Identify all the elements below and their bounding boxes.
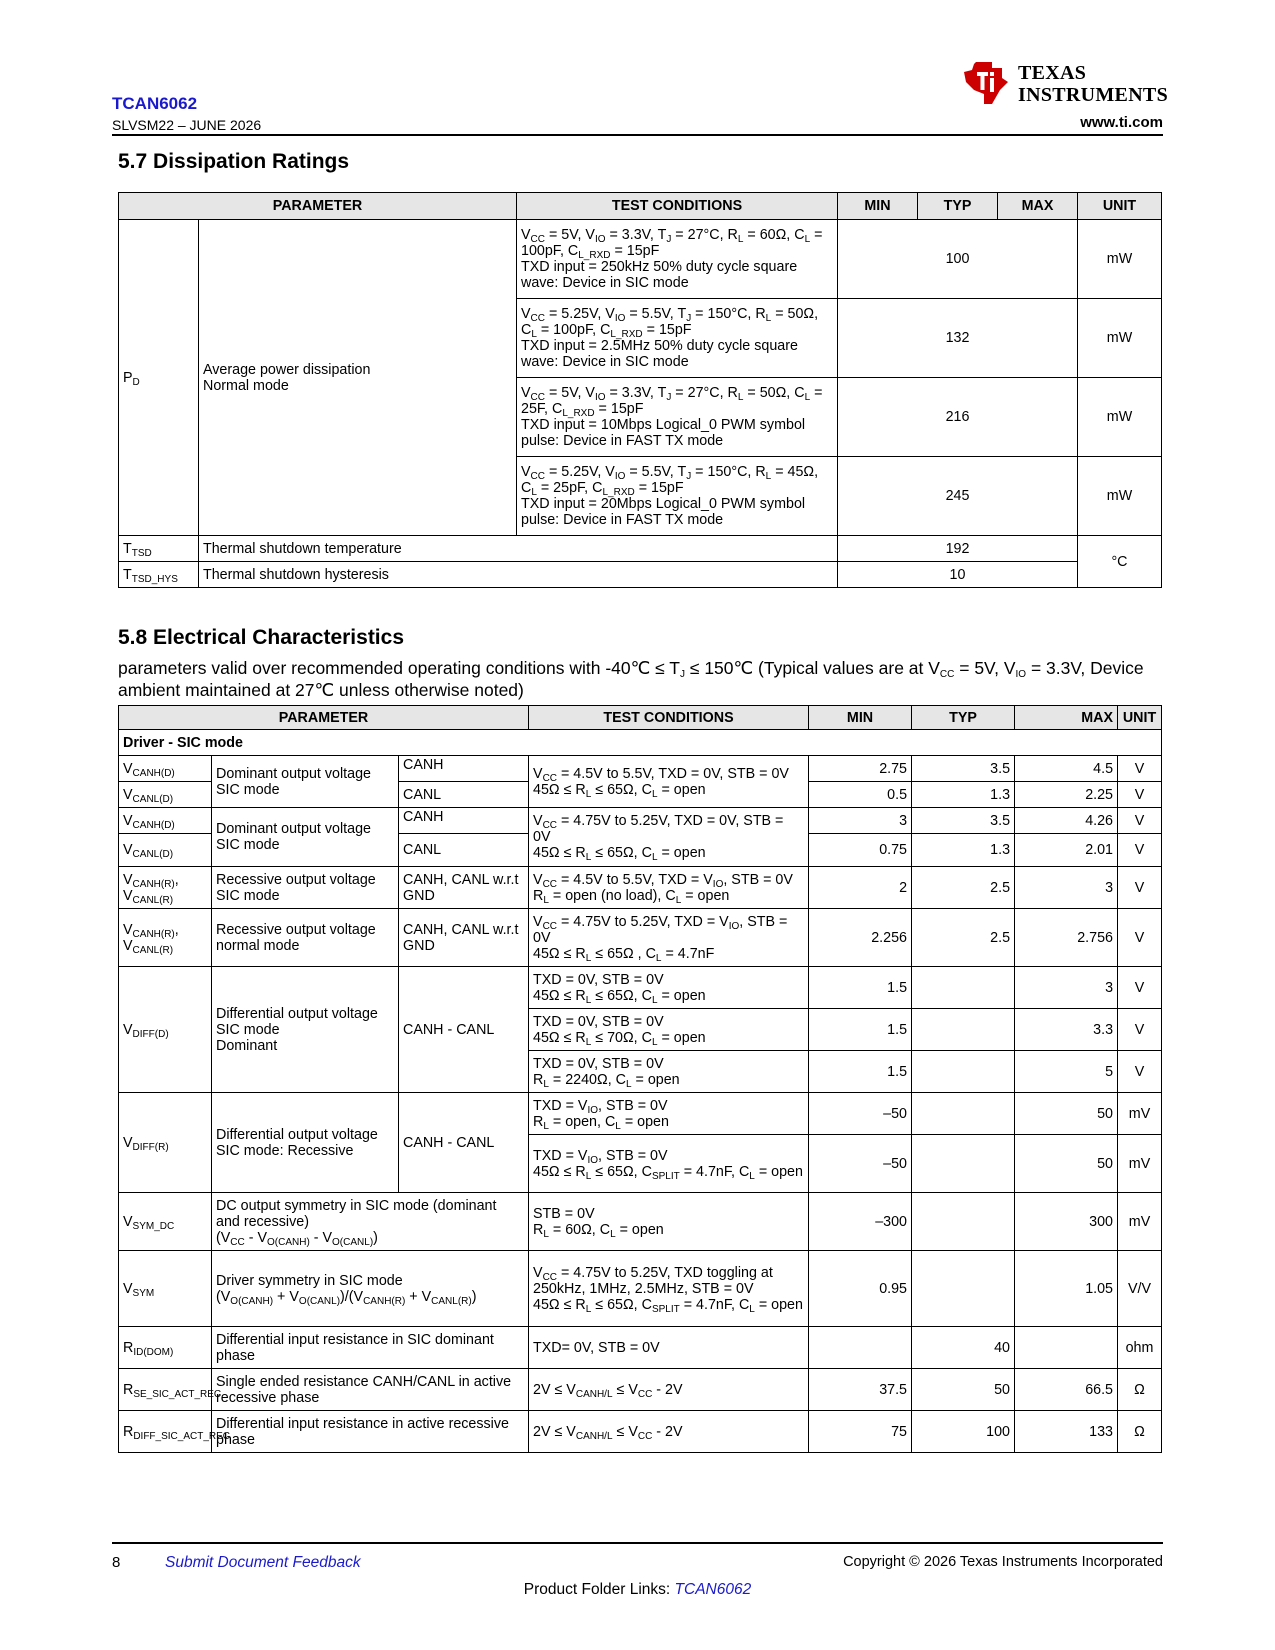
section-5-8-intro: parameters valid over recommended operating conditions with -40℃ ≤ $T_J$ ≤ 150℃ (Typical values are at $V_{CC} = 5V$, $V_{IO} = 3.3V$, Device ambient maintained at 27℃ unless otherwise noted) xyxy=(118,658,1144,700)
section-5-8-title: 5.8 Electrical Characteristics xyxy=(118,626,405,649)
r6-min: 1.5 xyxy=(809,967,912,1009)
r7-unit: V xyxy=(1118,1009,1162,1051)
test-vdiffd-2: TXD = 0V, STB = 0V $45\Omega \le R_L \le 70\Omega$, $C_L$ = open xyxy=(529,1009,809,1051)
pd-typ-1: 100 xyxy=(838,220,1078,299)
r3-typ: 1.3 xyxy=(912,834,1015,867)
r4-typ: 2.5 xyxy=(912,867,1015,909)
vdiffd-desc-line2: SIC mode xyxy=(216,1021,280,1038)
pd-description xyxy=(199,220,517,536)
vdiffd-desc-line3: Dominant xyxy=(216,1037,278,1054)
pd-desc-line1: Average power dissipation xyxy=(203,361,371,378)
param-vsym: $V_{SYM}$ xyxy=(119,1251,212,1327)
r4-min: 2 xyxy=(809,867,912,909)
test-vdiffd-1: TXD = 0V, STB = 0V $45\Omega \le R_L \le 65\Omega$, $C_L$ = open xyxy=(529,967,809,1009)
r10-max: 50 xyxy=(1015,1135,1118,1193)
table-row xyxy=(119,808,1162,834)
r4-max: 3 xyxy=(1015,867,1118,909)
param-vsym-dc: $V_{SYM\_DC}$ xyxy=(119,1193,212,1251)
ttsd-typ: 192 xyxy=(838,536,1078,562)
r7-typ xyxy=(912,1009,1015,1051)
dom-desc-a-line2: SIC mode xyxy=(216,781,280,798)
r15-unit: Ω xyxy=(1118,1411,1162,1453)
table-row xyxy=(119,909,1162,967)
r11-unit: mV xyxy=(1118,1193,1162,1251)
r3-min: 0.75 xyxy=(809,834,912,867)
pin-canh-a: CANH xyxy=(399,756,529,782)
r8-min: 1.5 xyxy=(809,1051,912,1093)
param-vcanh-d-2: $V_{CANH(D)}$ xyxy=(119,808,212,834)
r14-unit: Ω xyxy=(1118,1369,1162,1411)
page-number: 8 xyxy=(112,1554,121,1571)
pin-canl-b: CANL xyxy=(399,834,529,867)
vsymdc-formula: $(V_{CC} - V_{O(CANH)} - V_{O(CANL)})$ xyxy=(216,1229,378,1248)
param-vdiff-r: $V_{DIFF(R)}$ xyxy=(119,1093,212,1193)
pd-typ-3: 216 xyxy=(838,378,1078,457)
submit-feedback-link[interactable]: Submit Document Feedback xyxy=(165,1554,361,1571)
r10-unit: mV xyxy=(1118,1135,1162,1193)
dom-desc-a-line1: Dominant output voltage xyxy=(216,765,371,782)
r9-max: 50 xyxy=(1015,1093,1118,1135)
rse-desc: Single ended resistance CANH/CANL in active recessive phase xyxy=(212,1369,529,1411)
param-vdiff-d: $V_{DIFF(D)}$ xyxy=(119,967,212,1093)
ti-logo xyxy=(962,60,1168,110)
table-row xyxy=(119,867,1162,909)
param-pd: $P_D$ xyxy=(119,220,199,536)
r9-typ xyxy=(912,1093,1015,1135)
param-vcanl-d: $V_{CANL(D)}$ xyxy=(119,782,212,808)
r12-min: 0.95 xyxy=(809,1251,912,1327)
test-vsym: $V_{CC} = 4.75V$ to 5.25V, TXD toggling at 250kHz, 1MHz, 2.5MHz, STB = 0V $45\Omega \le R_L \le 65\Omega$, $C_{SPLIT} = 4.7nF$, $C_L$ = open xyxy=(529,1251,809,1327)
table-row xyxy=(119,1093,1162,1135)
param-ttsd: $T_{TSD}$ xyxy=(119,536,199,562)
pd-unit-4: mW xyxy=(1078,457,1162,536)
r6-typ xyxy=(912,967,1015,1009)
test-rid: TXD= 0V, STB = 0V xyxy=(529,1327,809,1369)
test-vdiffr-1: TXD = $V_{IO}$, STB = 0V $R_L$ = open, $C_L$ = open xyxy=(529,1093,809,1135)
r6-unit: V xyxy=(1118,967,1162,1009)
rid-desc: Differential input resistance in SIC dominant phase xyxy=(212,1327,529,1369)
pfl-link[interactable]: TCAN6062 xyxy=(674,1581,752,1598)
pd-unit-3: mW xyxy=(1078,378,1162,457)
ec-col-min: MIN xyxy=(809,706,912,730)
test-dom-b: $V_{CC} = 4.75V$ to 5.25V, TXD = 0V, STB = 0V $45\Omega \le R_L \le 65\Omega$, $C_L$ = open xyxy=(529,808,809,867)
r1-max: 2.25 xyxy=(1015,782,1118,808)
vdiffd-desc-line1: Differential output voltage xyxy=(216,1005,378,1022)
r0-min: 2.75 xyxy=(809,756,912,782)
r8-typ xyxy=(912,1051,1015,1093)
col-min: MIN xyxy=(838,193,918,220)
pd-desc-line2: Normal mode xyxy=(203,377,289,394)
r8-max: 5 xyxy=(1015,1051,1118,1093)
r4-unit: V xyxy=(1118,867,1162,909)
group-driver-sic: Driver - SIC mode xyxy=(119,730,1162,756)
test-vsymdc: STB = 0V $R_L = 60\Omega$, $C_L$ = open xyxy=(529,1193,809,1251)
table-row xyxy=(119,1369,1162,1411)
vdiffd-desc xyxy=(212,967,399,1093)
table-row xyxy=(119,1411,1162,1453)
ec-col-typ: TYP xyxy=(912,706,1015,730)
r5-max: 2.756 xyxy=(1015,909,1118,967)
table-row xyxy=(119,756,1162,782)
ec-col-test: TEST CONDITIONS xyxy=(529,706,809,730)
r10-typ xyxy=(912,1135,1015,1193)
r12-typ xyxy=(912,1251,1015,1327)
param-vcanl-d-2: $V_{CANL(D)}$ xyxy=(119,834,212,867)
pd-unit-2: mW xyxy=(1078,299,1162,378)
r2-max: 4.26 xyxy=(1015,808,1118,834)
r10-min: –50 xyxy=(809,1135,912,1193)
ec-col-unit: UNIT xyxy=(1118,706,1162,730)
r1-typ: 1.3 xyxy=(912,782,1015,808)
param-rid-dom: $R_{ID(DOM)}$ xyxy=(119,1327,212,1369)
logo-line-2: INSTRUMENTS xyxy=(1018,84,1168,106)
r8-unit: V xyxy=(1118,1051,1162,1093)
r11-typ xyxy=(912,1193,1015,1251)
col-parameter: PARAMETER xyxy=(119,193,517,220)
vdiffr-pin: CANH - CANL xyxy=(399,1093,529,1193)
r14-min: 37.5 xyxy=(809,1369,912,1411)
col-typ: TYP xyxy=(918,193,998,220)
r14-typ: 50 xyxy=(912,1369,1015,1411)
pd-typ-4: 245 xyxy=(838,457,1078,536)
footer-rule xyxy=(112,1542,1163,1544)
param-vcanh-r: $V_{CANH(R)}$, $V_{CANL(R)}$ xyxy=(119,867,212,909)
param-rse-sic: $R_{SE\_SIC\_ACT\_REC}$ xyxy=(119,1369,212,1411)
r12-unit: V/V xyxy=(1118,1251,1162,1327)
ec-col-max: MAX xyxy=(1015,706,1118,730)
dom-desc-b xyxy=(212,808,399,867)
r2-typ: 3.5 xyxy=(912,808,1015,834)
dom-desc-a xyxy=(212,756,399,808)
rec-desc-a-line2: SIC mode xyxy=(216,887,280,904)
r1-min: 0.5 xyxy=(809,782,912,808)
ttsd-hys-typ: 10 xyxy=(838,562,1078,588)
ttsd-description: Thermal shutdown temperature xyxy=(199,536,838,562)
r3-unit: V xyxy=(1118,834,1162,867)
test-vdiffr-2: TXD = $V_{IO}$, STB = 0V $45\Omega \le R_L \le 65\Omega$, $C_{SPLIT} = 4.7nF$, $C_L$ = open xyxy=(529,1135,809,1193)
test-rdiff: $2V \le V_{CANH/L} \le V_{CC} - 2V$ xyxy=(529,1411,809,1453)
r9-min: –50 xyxy=(809,1093,912,1135)
r15-min: 75 xyxy=(809,1411,912,1453)
header-rule xyxy=(112,134,1163,136)
section-5-7-title: 5.7 Dissipation Ratings xyxy=(118,150,350,173)
rec-desc-b xyxy=(212,909,399,967)
col-max: MAX xyxy=(998,193,1078,220)
r1-unit: V xyxy=(1118,782,1162,808)
r0-typ: 3.5 xyxy=(912,756,1015,782)
rdiff-desc: Differential input resistance in active recessive phase xyxy=(212,1411,529,1453)
r9-unit: mV xyxy=(1118,1093,1162,1135)
rec-desc-a xyxy=(212,867,399,909)
param-vcanh-d: $V_{CANH(D)}$ xyxy=(119,756,212,782)
col-test-conditions: TEST CONDITIONS xyxy=(517,193,838,220)
part-number[interactable]: TCAN6062 xyxy=(112,94,198,113)
r13-min xyxy=(809,1327,912,1369)
ttsd-hys-description: Thermal shutdown hysteresis xyxy=(199,562,838,588)
dissipation-table xyxy=(118,192,1162,588)
r5-typ: 2.5 xyxy=(912,909,1015,967)
electrical-characteristics-table xyxy=(118,705,1162,1453)
r6-max: 3 xyxy=(1015,967,1118,1009)
r11-max: 300 xyxy=(1015,1193,1118,1251)
temp-unit: °C xyxy=(1078,536,1162,588)
pd-typ-2: 132 xyxy=(838,299,1078,378)
r7-max: 3.3 xyxy=(1015,1009,1118,1051)
pd-unit-1: mW xyxy=(1078,220,1162,299)
r15-max: 133 xyxy=(1015,1411,1118,1453)
r13-max xyxy=(1015,1327,1118,1369)
r2-unit: V xyxy=(1118,808,1162,834)
logo-line-1: TEXAS xyxy=(1018,62,1087,84)
pin-canhl-gnd-b: CANH, CANL w.r.t GND xyxy=(399,909,529,967)
param-vcanh-r-2: $V_{CANH(R)}$, $V_{CANL(R)}$ xyxy=(119,909,212,967)
literature-number: SLVSM22 – JUNE 2026 xyxy=(112,117,262,133)
vdiffr-desc xyxy=(212,1093,399,1193)
r15-typ: 100 xyxy=(912,1411,1015,1453)
pin-canhl-gnd-a: CANH, CANL w.r.t GND xyxy=(399,867,529,909)
table-row xyxy=(119,967,1162,1009)
dom-desc-b-line2: SIC mode xyxy=(216,837,280,853)
pfl-label: Product Folder Links: xyxy=(523,1581,671,1598)
pd-test-2: $V_{CC} = 5.25V$, $V_{IO} = 5.5V$, $T_J = 150^\circ C$, $R_L = 50\Omega$, $C_L = 100pF$, $C_{L\_RXD} = 15pF$ TXD input = 2.5MHz 50% duty cycle square wave: Device in SIC mode xyxy=(517,299,838,378)
table-row xyxy=(119,1193,1162,1251)
r13-typ: 40 xyxy=(912,1327,1015,1369)
col-unit: UNIT xyxy=(1078,193,1162,220)
rec-desc-b-line1: Recessive output voltage xyxy=(216,921,376,938)
copyright: Copyright © 2026 Texas Instruments Incorporated xyxy=(843,1554,1163,1570)
vdiffd-pin: CANH - CANL xyxy=(399,967,529,1093)
r5-unit: V xyxy=(1118,909,1162,967)
test-rec-a: $V_{CC} = 4.5V$ to 5.5V, TXD = $V_{IO}$, STB = 0V $R_L$ = open (no load), $C_L$ = open xyxy=(529,867,809,909)
param-ttsd-hys: $T_{TSD\_HYS}$ xyxy=(119,562,199,588)
r0-unit: V xyxy=(1118,756,1162,782)
r12-max: 1.05 xyxy=(1015,1251,1118,1327)
r14-max: 66.5 xyxy=(1015,1369,1118,1411)
r2-min: 3 xyxy=(809,808,912,834)
pd-test-3: $V_{CC} = 5V$, $V_{IO} = 3.3V$, $T_J = 27^\circ C$, $R_L = 50\Omega$, $C_L = 25F$, $C_{L\_RXD} = 15pF$ TXD input = 10Mbps Logical_0 PWM symbol pulse: Device in FAST TX mode xyxy=(517,378,838,457)
pin-canh-b: CANH xyxy=(399,808,529,834)
r0-max: 4.5 xyxy=(1015,756,1118,782)
ec-col-parameter: PARAMETER xyxy=(119,706,529,730)
test-vdiffd-3: TXD = 0V, STB = 0V $R_L = 2240\Omega$, $C_L$ = open xyxy=(529,1051,809,1093)
table-row xyxy=(119,1251,1162,1327)
vsym-formula: $(V_{O(CANH)} + V_{O(CANL)})/(V_{CANH(R)} + V_{CANL(R)})$ xyxy=(216,1288,477,1307)
r7-min: 1.5 xyxy=(809,1009,912,1051)
test-dom-a: $V_{CC} = 4.5V$ to 5.5V, TXD = 0V, STB = 0V $45\Omega \le R_L \le 65\Omega$, $C_L$ = open xyxy=(529,756,809,808)
r11-min: –300 xyxy=(809,1193,912,1251)
product-folder-links xyxy=(0,1581,1275,1599)
r13-unit: ohm xyxy=(1118,1327,1162,1369)
dom-desc-b-line1: Dominant output voltage xyxy=(216,821,371,837)
pd-test-4: $V_{CC} = 5.25V$, $V_{IO} = 5.5V$, $T_J = 150^\circ C$, $R_L = 45\Omega$, $C_L = 25pF$, $C_{L\_RXD} = 15pF$ TXD input = 20Mbps Logical_0 PWM symbol pulse: Device in FAST TX mode xyxy=(517,457,838,536)
rec-desc-b-line2: normal mode xyxy=(216,937,300,954)
vdiffr-desc-line1: Differential output voltage xyxy=(216,1126,378,1143)
rec-desc-a-line1: Recessive output voltage xyxy=(216,871,376,888)
vsymdc-desc xyxy=(212,1193,529,1251)
vsym-desc xyxy=(212,1251,529,1327)
table-row xyxy=(119,1327,1162,1369)
r3-max: 2.01 xyxy=(1015,834,1118,867)
vdiffr-desc-line2: SIC mode: Recessive xyxy=(216,1142,354,1159)
test-rec-b: $V_{CC} = 4.75V$ to 5.25V, TXD = $V_{IO}$, STB = 0V $45\Omega \le R_L \le 65\Omega$ , $C_L = 4.7nF$ xyxy=(529,909,809,967)
vsym-desc-text: Driver symmetry in SIC mode xyxy=(216,1272,403,1289)
website-link[interactable]: www.ti.com xyxy=(1080,114,1163,131)
test-rse: $2V \le V_{CANH/L} \le V_{CC} - 2V$ xyxy=(529,1369,809,1411)
ti-logo-icon xyxy=(962,60,1010,106)
pin-canl-a: CANL xyxy=(399,782,529,808)
param-rdiff-sic: $R_{DIFF\_SIC\_ACT\_REC}$ xyxy=(119,1411,212,1453)
pd-test-1: $V_{CC} = 5V$, $V_{IO} = 3.3V$, $T_J = 27^\circ C$, $R_L = 60\Omega$, $C_L = 100pF$, $C_{L\_RXD} = 15pF$ TXD input = 250kHz 50% duty cycle square wave: Device in SIC mode xyxy=(517,220,838,299)
vsymdc-desc-text: DC output symmetry in SIC mode (dominant and recessive) xyxy=(216,1197,497,1230)
r5-min: 2.256 xyxy=(809,909,912,967)
